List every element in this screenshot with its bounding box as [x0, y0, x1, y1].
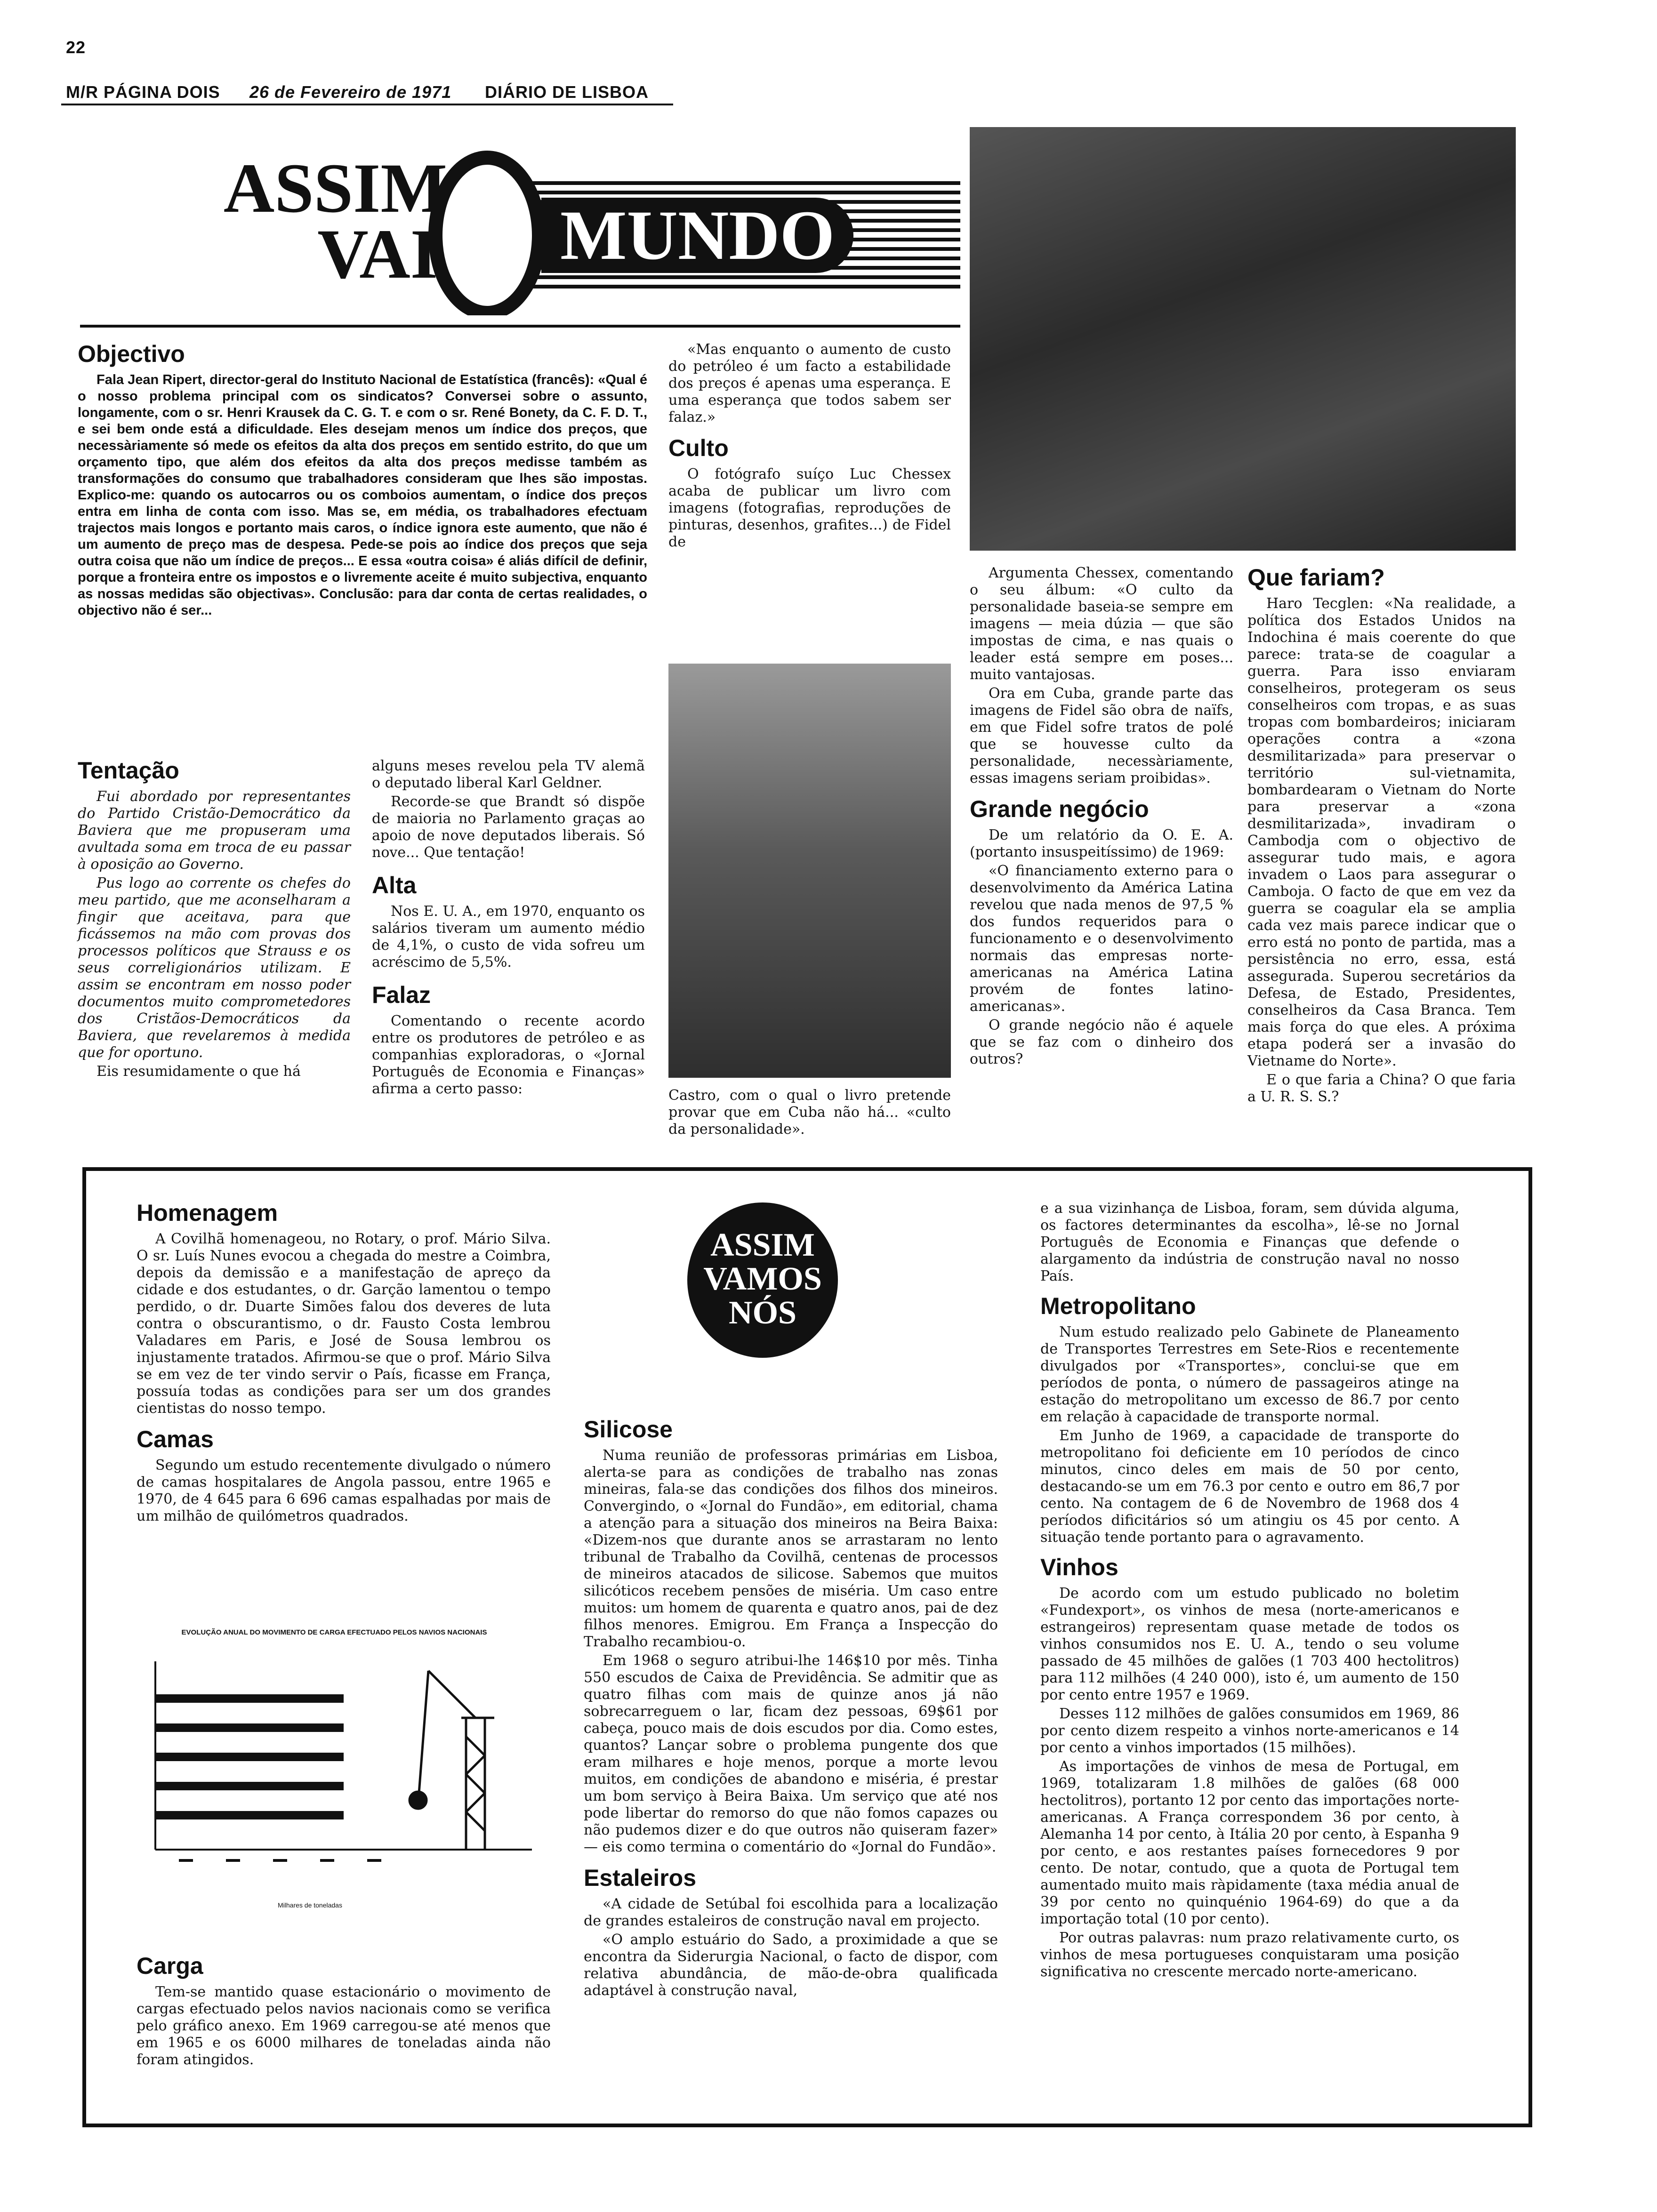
- chart-tick-1968: [320, 1859, 334, 1862]
- column-three: [668, 341, 951, 553]
- falaz-text-a: Comentando o recente acordo entre os produtores de petróleo e as companhias exploradoras, o «Jornal Português de Economia e Finanças» afirma a certo passo:: [372, 1013, 645, 1097]
- camas-text: Segundo um estudo recentemente divulgado o número de camas hospitalares de Angola passou, entre 1965 e 1970, de 4 645 para 6 696 camas espalhadas por mais de um milhão de quilómetros quadrados.: [137, 1457, 551, 1524]
- falaz-text-b: «Mas enquanto o aumento de custo do petróleo é um facto a estabilidade dos preços é apenas uma esperança. E uma esperança que todos sabem ser falaz.»: [668, 341, 951, 425]
- header-rule: [61, 104, 673, 105]
- chart-carga: [137, 1628, 551, 1930]
- falaz-title: Falaz: [372, 982, 431, 1008]
- masthead-o-ring: [435, 158, 539, 313]
- article-tentacao: [78, 758, 351, 1082]
- column-four: [970, 565, 1233, 1070]
- badge-vamos: VAMOS: [703, 1261, 822, 1297]
- culto-text-a: O fotógrafo suíço Luc Chessex acaba de publicar um livro com imagens (fotografias, reproduções de pinturas, desenhos, grafites...) de Fidel de: [668, 466, 951, 550]
- chart-bar-1969: [155, 1811, 344, 1819]
- chart-bar-1967: [155, 1753, 344, 1761]
- grande-text: De um relatório da O. E. A. (portanto insuspeitíssimo) de 1969: «O financiamento externo para o desenvolvimento da América Latina revelou que nada menos de 97,5 % dos fundos requeridos para o funcionamento e o desenvolvimento normais das empresas norte-americanas na América Latina provém de fontes latino-americanas». O grande negócio não é aquele que se faz com o dinheiro dos outros?: [970, 827, 1233, 1067]
- homenagem-text: A Covilhã homenageou, no Rotary, o prof. Mário Silva. O sr. Luís Nunes evocou a chegada do mestre a Coimbra, depois da demissão e a manifestação de apreço da cidade e dos estudantes, o dr. Garção lamentou o tempo perdido, o dr. Duarte Simões falou dos deveres de luta contra o obscurantismo, o dr. Fausto Costa lembrou Valadares em Paris, e José de Sousa lembrou os injustamente tratados. Afirmou-se que o prof. Mário Silva se em vez de ter vindo servir o País, ficasse em França, possuía todas as condições para ser um dos grandes cientistas do nosso tempo.: [137, 1231, 551, 1417]
- chart-bar-1968: [155, 1782, 344, 1790]
- objectivo-text: Fala Jean Ripert, director-geral do Instituto Nacional de Estatística (francês): «Qual é o nosso problema principal com os sindicatos? Conversei sobre o assunto, longamente, com o sr. Henri Krausek da C. G. T. e com o sr. René Bonety, da C. F. D. T., e sei bem onde está a dificuldade. Eles desejam menos um índice dos preços, que necessàriamente só mede os efeitos da alta dos preços em sentido estrito, do que um orçamento tipo, que além dos efeitos da alta dos preços medisse também as transformações do consumo que trabalhadores consideram que lhes são impostas. Explico-me: quando os autocarros ou os comboios aumentam, o índice dos preços entra em linha de conta com isso. Mas se, em média, os trabalhadores efectuam trajectos mais longos e portanto mais caros, o índice ignora este aumento, que não é um aumento de preço mas de despesa. Pede-se pois ao índice dos preços que seja outra coisa que não um índice de preços... E essa «outra coisa» é aliás difícil de definir, porque a fronteira entre os impostos e o livremente aceite é muito subjectiva, enquanto as nossas medidas são objectivas». Conclusão: para dar conta de certas realidades, o objectivo não é ser...: [78, 372, 647, 618]
- masthead-assim: ASSIM: [223, 149, 447, 227]
- tentacao-title: Tentação: [78, 757, 179, 784]
- que-title: Que fariam?: [1247, 564, 1385, 591]
- crane-icon: [410, 1671, 494, 1850]
- grande-title: Grande negócio: [970, 796, 1149, 822]
- carga-title: Carga: [137, 1953, 203, 1979]
- column-two: [372, 758, 645, 1099]
- alta-text: Nos E. U. A., em 1970, enquanto os salários tiveram um aumento médio de 4,1%, o custo de vida sofreu um acréscimo de 5,5%.: [372, 903, 645, 970]
- newspaper-name: DIÁRIO DE LISBOA: [485, 82, 649, 102]
- issue-date: 26 de Fevereiro de 1971: [249, 82, 452, 102]
- culto-title: Culto: [668, 435, 729, 461]
- masthead-mundo: MUNDO: [541, 198, 853, 273]
- chart-xlabel: Milhares de toneladas: [278, 1901, 342, 1909]
- chart-tick-1966: [226, 1859, 240, 1862]
- photo-crowd-cuba: [668, 664, 951, 1078]
- article-que-fariam: [1247, 565, 1516, 1107]
- chart-bar-1965: [155, 1694, 344, 1703]
- article-objectivo: [78, 341, 647, 621]
- silicose-text: Numa reunião de professoras primárias em Lisboa, alerta-se para as condições de trabalho nas zonas mineiras, fala-se das condições dos filhos dos mineiros. Convergindo, o «Jornal do Fundão», em editorial, chama a atenção para a situação dos mineiros na Beira Baixa: «Dizem-nos que durante anos se arrastaram no lento tribunal de Trabalho da Covilhã, centenas de processos de mineiros atacados de silicose. Sabemos que muitos silicóticos recebem pensões de miséria. Um caso entre muitos: um homem de quarenta e quatro anos, pai de dez filhos menores. Emigrou. Em França a Inspecção do Trabalho recambiou-o. Em 1968 o seguro atribui-lhe 146$10 por mês. Tinha 550 escudos de Caixa de Previdência. Se admitir que as quatro filhas com mais de quinze anos já não sobrecarreguem o lar, ficam dez pessoas, 69$61 por cabeça, pouco mais de dois escudos por dia. Como estes, quantos? Lançar sobre o problema pungente dos que eram milhares e hoje menos, porque a morte levou muitos, em condições de abandono e miséria, é prestar um bom serviço à Beira Baixa. Um serviço que até nos pode libertar do remorso do que não fomos capazes ou não pudemos dizer e do que outros não quiseram fazer» — eis como termina o comentário do «Jornal do Fundão».: [584, 1447, 998, 1855]
- culto-end: Castro, com o qual o livro pretende provar que em Cuba não há... «culto da personalidade».: [668, 1087, 951, 1138]
- estaleiros-text: «A cidade de Setúbal foi escolhida para a localização de grandes estaleiros de construção naval em projecto. «O amplo estuário do Sado, a proximidade a que se encontra da Siderurgia Nacional, o facto de dispor, com relativa abundância, de mão-de-obra qualificada adaptável à construção naval,: [584, 1896, 998, 1999]
- homenagem-title: Homenagem: [137, 1200, 278, 1226]
- metro-text: Num estudo realizado pelo Gabinete de Planeamento de Transportes Terrestres em Sete-Rios e recentemente divulgados por «Transportes», conclui-se que em períodos de ponta, o número de passageiros atinge na estação do metropolitano um excesso de 86.7 por cento em relação à capacidade de transporte normal. Em Junho de 1969, a capacidade de transporte do metropolitano foi deficiente em 10 períodos de cinco minutos, cinco deles em mais de 50 por cento, destacando-se um em 76.3 por cento e outro em 86,7 por cento. Na contagem de 6 de Novembro de 1968 dos 4 períodos dificitários só um atingiu os 45 por cento. A situação tende portanto para o agravamento.: [1040, 1324, 1459, 1546]
- badge-nos: NÓS: [729, 1295, 796, 1331]
- silicose-title: Silicose: [584, 1416, 673, 1443]
- box-column-one: [137, 1200, 551, 1527]
- estaleiros-continued: e a sua vizinhança de Lisboa, foram, sem dúvida alguma, os factores determinantes da escolha», lê-se no Jornal Português de Economia e Finanças que defende o alargamento da indústria de construção naval no nosso País.: [1040, 1200, 1459, 1284]
- chart-tick-1967: [273, 1859, 287, 1862]
- masthead-rule: [80, 325, 960, 328]
- carga-text: Tem-se mantido quase estacionário o movimento de cargas efectuado pelos navios nacionais como se verifica pelo gráfico anexo. Em 1969 carregou-se até menos que em 1965 e os 6000 milhares de toneladas ainda não foram atingidos.: [137, 1984, 551, 2068]
- chart-tick-1969: [367, 1859, 381, 1862]
- tentacao-continued: alguns meses revelou pela TV alemã o deputado liberal Karl Geldner. Recorde-se que Brandt só dispõe de maioria no Parlamento graças ao apoio de nove deputados liberais. Só nove... Que tentação!: [372, 758, 645, 861]
- tentacao-end: Eis resumidamente o que há: [97, 1063, 301, 1080]
- culto-text-b: Argumenta Chessex, comentando o seu álbum: «O culto da personalidade baseia-se sempre em imagens — meia dúzia — que são impostas de cima, e nas quais o leader está sempre em poses... muito vantajosas. Ora em Cuba, grande parte das imagens de Fidel são obra de naïfs, em que Fidel sofre tratos de polé que se houvesse culto da personalidade, necessàriamente, essas imagens seriam proibidas».: [970, 565, 1233, 786]
- masthead-assim-vai-o-mundo: [80, 127, 965, 315]
- badge-assim: ASSIM: [710, 1227, 815, 1263]
- chart-svg: [137, 1652, 551, 1897]
- box-column-two: [584, 1417, 998, 2001]
- masthead-vai: VAI: [317, 215, 438, 293]
- que-text: Haro Tecglen: «Na realidade, a política dos Estados Unidos na Indochina é mais coerente do que parece: trata-se de coagular a guerra. Para isso enviaram conselheiros, protegeram os seus conselheiros com tropas, e as suas tropas com bombardeiros; iniciaram operações contra a «zona desmilitarizada» para preservar o território sul-vietnamita, bombardearam o Vietnam do Norte para preservar a «zona desmilitarizada», invadiram o Cambodja com o objectivo de assegurar tudo mais, e agora invadem o Laos para assegurar o Camboja. O facto de que em vez da guerra se coagular ela se amplia cada vez mais parece indicar que o erro está no ponto de partida, mas a persistência no erro, essa, está assegurada. Superou secretários da Defesa, de Estado, Presidentes, conselheiros da Casa Branca. Tem mais força do que eles. A próxima etapa poderá ser a invasão do Vietname do Norte». E o que faria a China? O que faria a U. R. S. S.?: [1247, 595, 1516, 1105]
- section-label: M/R PÁGINA DOIS: [66, 82, 220, 102]
- tentacao-body: Fui abordado por representantes do Partido Cristão-Democrático da Baviera que me propuseram uma avultada soma em troca de eu passar à oposição ao Governo. Pus logo ao corrente os chefes do meu partido, que me aconselharam a fingir que aceitava, para que ficássemos na mão com provas dos processos políticos que Strauss e os seus correligionários utilizam. E assim se encontram em nosso poder documentos muito comprometedores dos Cristãos-Democráticos da Baviera, que revelaremos à medida que for oportuno.: [78, 788, 351, 1061]
- assim-vamos-nos-badge: [687, 1202, 838, 1358]
- camas-title: Camas: [137, 1426, 214, 1452]
- objectivo-title: Objectivo: [78, 341, 185, 367]
- metro-title: Metropolitano: [1040, 1293, 1196, 1319]
- chart-title: EVOLUÇÃO ANUAL DO MOVIMENTO DE CARGA EFECTUADO PELOS NAVIOS NACIONAIS: [181, 1628, 487, 1636]
- vinhos-text: De acordo com um estudo publicado no boletim «Fundexport», os vinhos de mesa (norte-americanos e estrangeiros) representam quase metade de todos os vinhos consumidos nos E. U. A., tendo o seu volume passado de 45 milhões de galões (1 703 400 hectolitros) para 112 milhões (4 240 000), isto é, um aumento de 150 por cento entre 1957 e 1969. Desses 112 milhões de galões consumidos em 1969, 86 por cento dizem respeito a vinhos norte-americanos e 14 por cento a vinhos importados (15 milhões). As importações de vinhos de mesa de Portugal, em 1969, totalizaram 1.8 milhões de galões (68 000 hectolitros), portanto 12 por cento das importações norte-americanas. A França correspondem 36 por cento, à Alemanha 14 por cento, à Itália 20 por cento, à Espanha 9 por cento, e aos restantes países fornecedores 9 por cento. De notar, contudo, que a quota de Portugal tem aumentado muito mais ràpidamente (taxa média anual de 39 por cento no quinquénio 1964-69) do que a da importação total (10 por cento). Por outras palavras: num prazo relativamente curto, os vinhos de mesa portugueses conquistaram uma posição significativa no crescente mercado norte-americano.: [1040, 1585, 1459, 1980]
- photo-soldiers: [970, 127, 1516, 551]
- chart-tick-1965: [179, 1859, 193, 1862]
- estaleiros-title: Estaleiros: [584, 1865, 697, 1891]
- alta-title: Alta: [372, 872, 417, 898]
- vinhos-title: Vinhos: [1040, 1554, 1118, 1580]
- box-column-three: [1040, 1200, 1459, 1982]
- chart-bar-1966: [155, 1723, 344, 1732]
- box-column-one-bottom: [137, 1953, 551, 2070]
- page-number: 22: [66, 38, 86, 57]
